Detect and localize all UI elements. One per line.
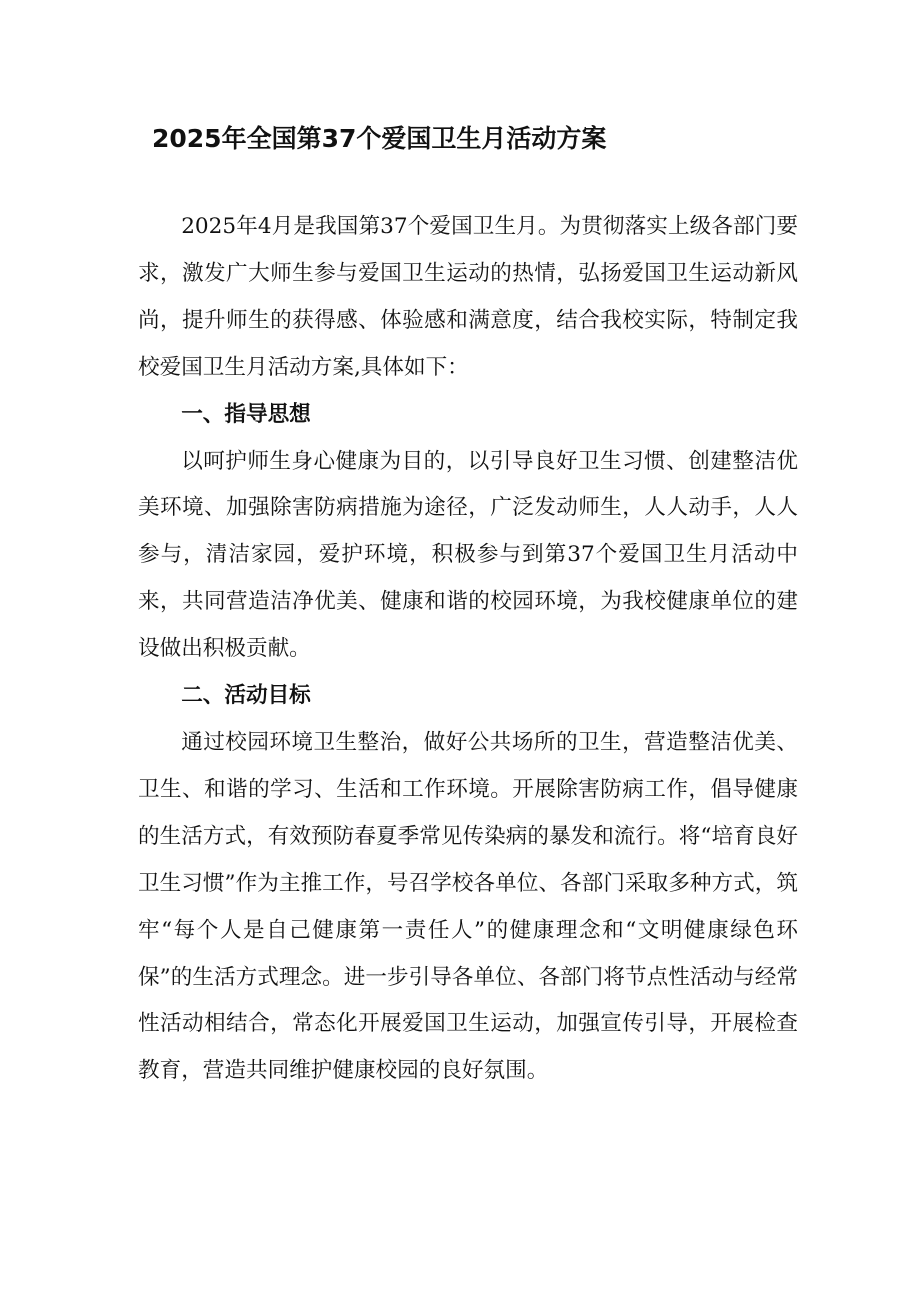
document-body	[138, 204, 798, 1095]
section-paragraph-activity-goals: 通过校园环境卫生整治，做好公共场所的卫生，营造整洁优美、卫生、和谐的学习、生活和工作环境。开展除害防病工作，倡导健康的生活方式，有效预防春夏季常见传染病的暴发和流行。将“培育良好卫生习惯”作为主推工作，号召学校各单位、各部门采取多种方式，筑牢“每个人是自己健康第一责任人”的健康理念和“文明健康绿色环保”的生活方式理念。进一步引导各单位、各部门将节点性活动与经常性活动相结合，常态化开展爱国卫生运动，加强宣传引导，开展检查教育，营造共同维护健康校园的良好氛围。	[138, 729, 798, 1084]
section-heading-guiding-ideology: 一、指导思想	[181, 401, 311, 427]
section-heading-activity-goals: 二、活动目标	[181, 683, 311, 709]
section-paragraph-guiding-ideology: 以呵护师生身心健康为目的，以引导良好卫生习惯、创建整洁优美环境、加强除害防病措施为途径，广泛发动师生，人人动手，人人参与，清洁家园，爱护环境，积极参与到第37个爱国卫生月活动中来，共同营造洁净优美、健康和谐的校园环境，为我校健康单位的建设做出积极贡献。	[138, 448, 798, 662]
document-title: 2025年全国第37个爱国卫生月活动方案	[152, 124, 607, 153]
intro-paragraph: 2025年4月是我国第37个爱国卫生月。为贯彻落实上级各部门要求，激发广大师生参与爱国卫生运动的热情，弘扬爱国卫生运动新风尚，提升师生的获得感、体验感和满意度，结合我校实际，特制定我校爱国卫生月活动方案,具体如下：	[138, 214, 798, 380]
